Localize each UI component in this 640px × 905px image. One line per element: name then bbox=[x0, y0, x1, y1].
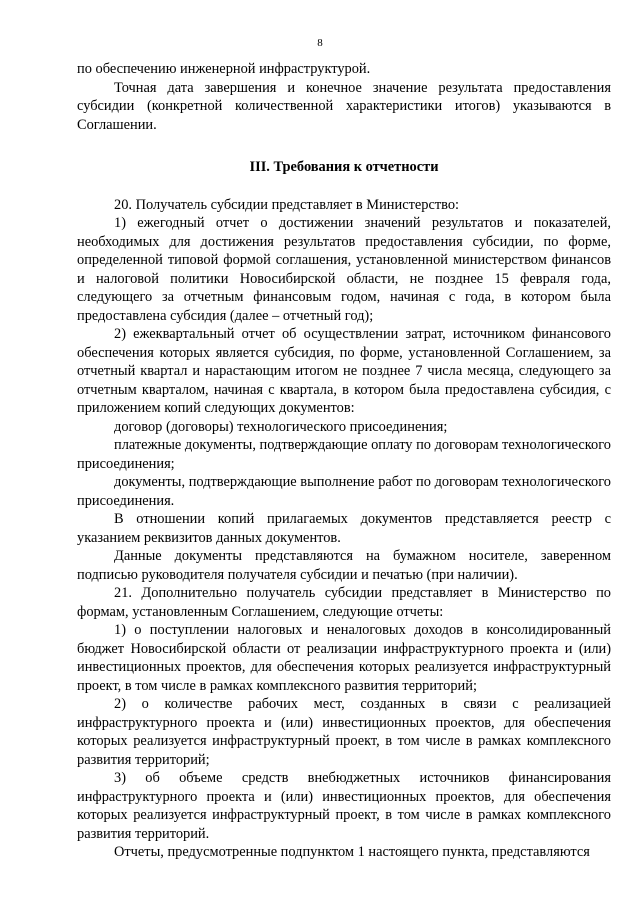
document-body bbox=[77, 60, 611, 862]
document-list-item: платежные документы, подтверждающие оплату по договорам технологического присоединения; bbox=[77, 437, 611, 472]
document-list-item: документы, подтверждающие выполнение работ по договорам технологического присоединения. bbox=[77, 474, 611, 509]
section-heading: III. Требования к отчетности bbox=[249, 159, 439, 175]
paragraph: В отношении копий прилагаемых документов представляется реестр с указанием реквизитов данных документов. bbox=[77, 511, 611, 546]
paragraph: Точная дата завершения и конечное значение результата предоставления субсидии (конкретной количественной характеристики итогов) указываются в Соглашении. bbox=[77, 79, 611, 133]
paragraph-continuation: по обеспечению инженерной инфраструктурой. bbox=[77, 61, 371, 77]
paragraph-item-20: 20. Получатель субсидии представляет в Министерство: bbox=[114, 196, 460, 213]
paragraph-subitem-2: 2) ежеквартальный отчет об осуществлении затрат, источником финансового обеспечения которых является субсидия, по форме, установленной Соглашением, за отчетный квартал и нарастающим итогом не позднее 7 числа месяца, следующего за отчетным кварталом, начиная с квартала, в котором была предоставлена субсидия, с приложением копий следующих документов: bbox=[77, 326, 611, 416]
paragraph: Данные документы представляются на бумажном носителе, заверенном подписью руководителя получателя субсидии и печатью (при наличии). bbox=[77, 548, 611, 583]
paragraph-subitem-3: 3) об объеме средств внебюджетных источников финансирования инфраструктурного проекта и (или) инвестиционных проектов, для обеспечения которых реализуется инфраструктурный проект, в том числе в рамках комплексного развития территорий. bbox=[77, 770, 611, 842]
paragraph-subitem-2: 2) о количестве рабочих мест, созданных в связи с реализацией инфраструктурного проекта и (или) инвестиционных проектов, для обеспечения которых реализуется инфраструктурный проект, в том числе в рамках комплексного развития территорий; bbox=[77, 696, 611, 768]
page-number: 8 bbox=[317, 37, 323, 49]
paragraph-item-21: 21. Дополнительно получатель субсидии представляет в Министерство по формам, установленным Соглашением, следующие отчеты: bbox=[77, 585, 611, 620]
paragraph-subitem-1: 1) о поступлении налоговых и неналоговых доходов в консолидированный бюджет Новосибирской области от реализации инфраструктурного проекта и (или) инвестиционных проектов, для обеспечения которых реализуется инфраструктурный проект, в том числе в рамках комплексного развития территорий; bbox=[77, 622, 611, 694]
document-list-item: договор (договоры) технологического присоединения; bbox=[114, 418, 448, 435]
paragraph-subitem-1: 1) ежегодный отчет о достижении значений результатов и показателей, необходимых для достижения результатов предоставления субсидии, по форме, определенной типовой формой соглашения, установленной министерством финансов и налоговой политики Новосибирской области, не позднее 15 февраля года, следующего за отчетным финансовым годом, начиная с года, в котором была предоставлена субсидия (далее – отчетный год); bbox=[77, 215, 611, 324]
paragraph: Отчеты, предусмотренные подпунктом 1 настоящего пункта, представляются bbox=[114, 844, 590, 860]
